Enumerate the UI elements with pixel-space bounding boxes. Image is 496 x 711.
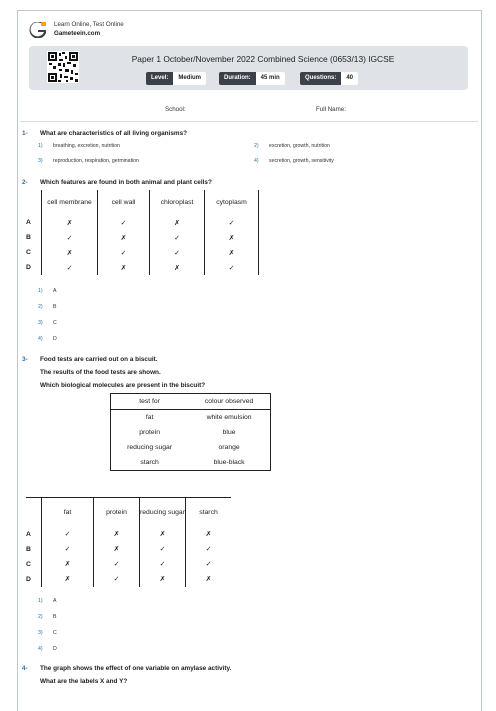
table-row: D ✓ ✗ ✗ ✓: [26, 260, 259, 275]
duration-badge: [219, 72, 285, 85]
table-header: cytoplasm: [205, 190, 259, 215]
question-text: The results of the food tests are shown.: [40, 369, 161, 376]
option-number[interactable]: 3): [38, 630, 43, 636]
brand-tagline: Learn Online, Test Online: [54, 21, 124, 28]
option-text[interactable]: A: [53, 598, 57, 604]
table-row: B ✓ ✗ ✓ ✓: [26, 542, 231, 557]
option-number[interactable]: 1): [38, 598, 43, 604]
question-text: What are characteristics of all living organisms?: [40, 130, 188, 137]
level-label: Level:: [146, 72, 173, 85]
question-number: 3-: [22, 356, 28, 363]
question-number: 4-: [22, 665, 28, 672]
option-number[interactable]: 1): [38, 143, 43, 149]
option-number[interactable]: 3): [38, 158, 43, 164]
option-number[interactable]: 3): [38, 320, 43, 326]
option-text[interactable]: breathing, excretion, nutrition: [53, 143, 120, 149]
food-test-table: [110, 393, 271, 471]
table-row: C ✗ ✓ ✓ ✗: [26, 245, 259, 260]
cell-features-table: [26, 190, 259, 275]
option-text[interactable]: D: [53, 646, 57, 652]
table-row: A ✓ ✗ ✗ ✗: [26, 527, 231, 542]
table-header: colour observed: [188, 394, 270, 410]
question-text: Which biological molecules are present in the biscuit?: [40, 382, 206, 389]
school-field[interactable]: School:: [165, 106, 186, 113]
option-text[interactable]: excretion, growth, nutrition: [269, 143, 330, 149]
table-header: cell membrane: [42, 190, 98, 215]
level-badge: [146, 72, 206, 85]
table-header: starch: [186, 498, 232, 527]
table-row: starch blue-black: [140, 459, 245, 466]
table-header: reducing sugar: [140, 498, 186, 527]
option-number[interactable]: 2): [254, 143, 259, 149]
table-header: cell wall: [98, 190, 150, 215]
table-row: reducing sugar orange: [127, 444, 240, 451]
table-row: A ✗ ✓ ✗ ✓: [26, 215, 259, 230]
option-number[interactable]: 2): [38, 304, 43, 310]
table-header: protein: [94, 498, 140, 527]
option-number[interactable]: 4): [38, 646, 43, 652]
brand-site: Gameteein.com: [54, 30, 101, 37]
table-row: fat white emulsion: [145, 414, 252, 421]
option-number[interactable]: 1): [38, 288, 43, 294]
table-header-row: [111, 394, 271, 410]
option-number[interactable]: 4): [38, 336, 43, 342]
questions-value: 40: [341, 72, 358, 85]
gameteein-logo-icon: [29, 22, 47, 38]
option-text[interactable]: A: [53, 288, 57, 294]
question-text: The graph shows the effect of one variable on amylase activity.: [40, 665, 232, 672]
option-text[interactable]: C: [53, 630, 57, 636]
table-row: D ✗ ✓ ✗ ✗: [26, 572, 231, 587]
option-text[interactable]: B: [53, 614, 57, 620]
full-name-field[interactable]: Full Name:: [316, 106, 346, 113]
table-header: test for: [111, 394, 189, 410]
question-text: Which features are found in both animal and plant cells?: [40, 179, 212, 186]
option-text[interactable]: D: [53, 336, 57, 342]
table-row: protein blue: [139, 429, 236, 436]
question-text: What are the labels X and Y?: [40, 678, 128, 685]
table-header: fat: [42, 498, 94, 527]
divider: [20, 121, 478, 122]
paper-title: Paper 1 October/November 2022 Combined Science (0653/13) IGCSE: [131, 54, 395, 64]
option-text[interactable]: secretion, growth, sensitivity: [269, 158, 334, 164]
questions-badge: [300, 72, 358, 85]
questions-label: Questions:: [300, 72, 341, 85]
duration-value: 45 min: [256, 72, 285, 85]
table-header: chloroplast: [150, 190, 205, 215]
table-row: C ✗ ✓ ✓ ✓: [26, 557, 231, 572]
duration-label: Duration:: [219, 72, 256, 85]
question-number: 2-: [22, 179, 28, 186]
question-number: 1-: [22, 130, 28, 137]
question-text: Food tests are carried out on a biscuit.: [40, 356, 158, 363]
option-number[interactable]: 4): [254, 158, 259, 164]
option-number[interactable]: 2): [38, 614, 43, 620]
option-text[interactable]: B: [53, 304, 57, 310]
option-text[interactable]: C: [53, 320, 57, 326]
molecules-table: [26, 497, 231, 587]
option-text[interactable]: reproduction, respiration, germination: [53, 158, 139, 164]
level-value: Medium: [173, 72, 206, 85]
table-row: B ✓ ✗ ✓ ✗: [26, 230, 259, 245]
